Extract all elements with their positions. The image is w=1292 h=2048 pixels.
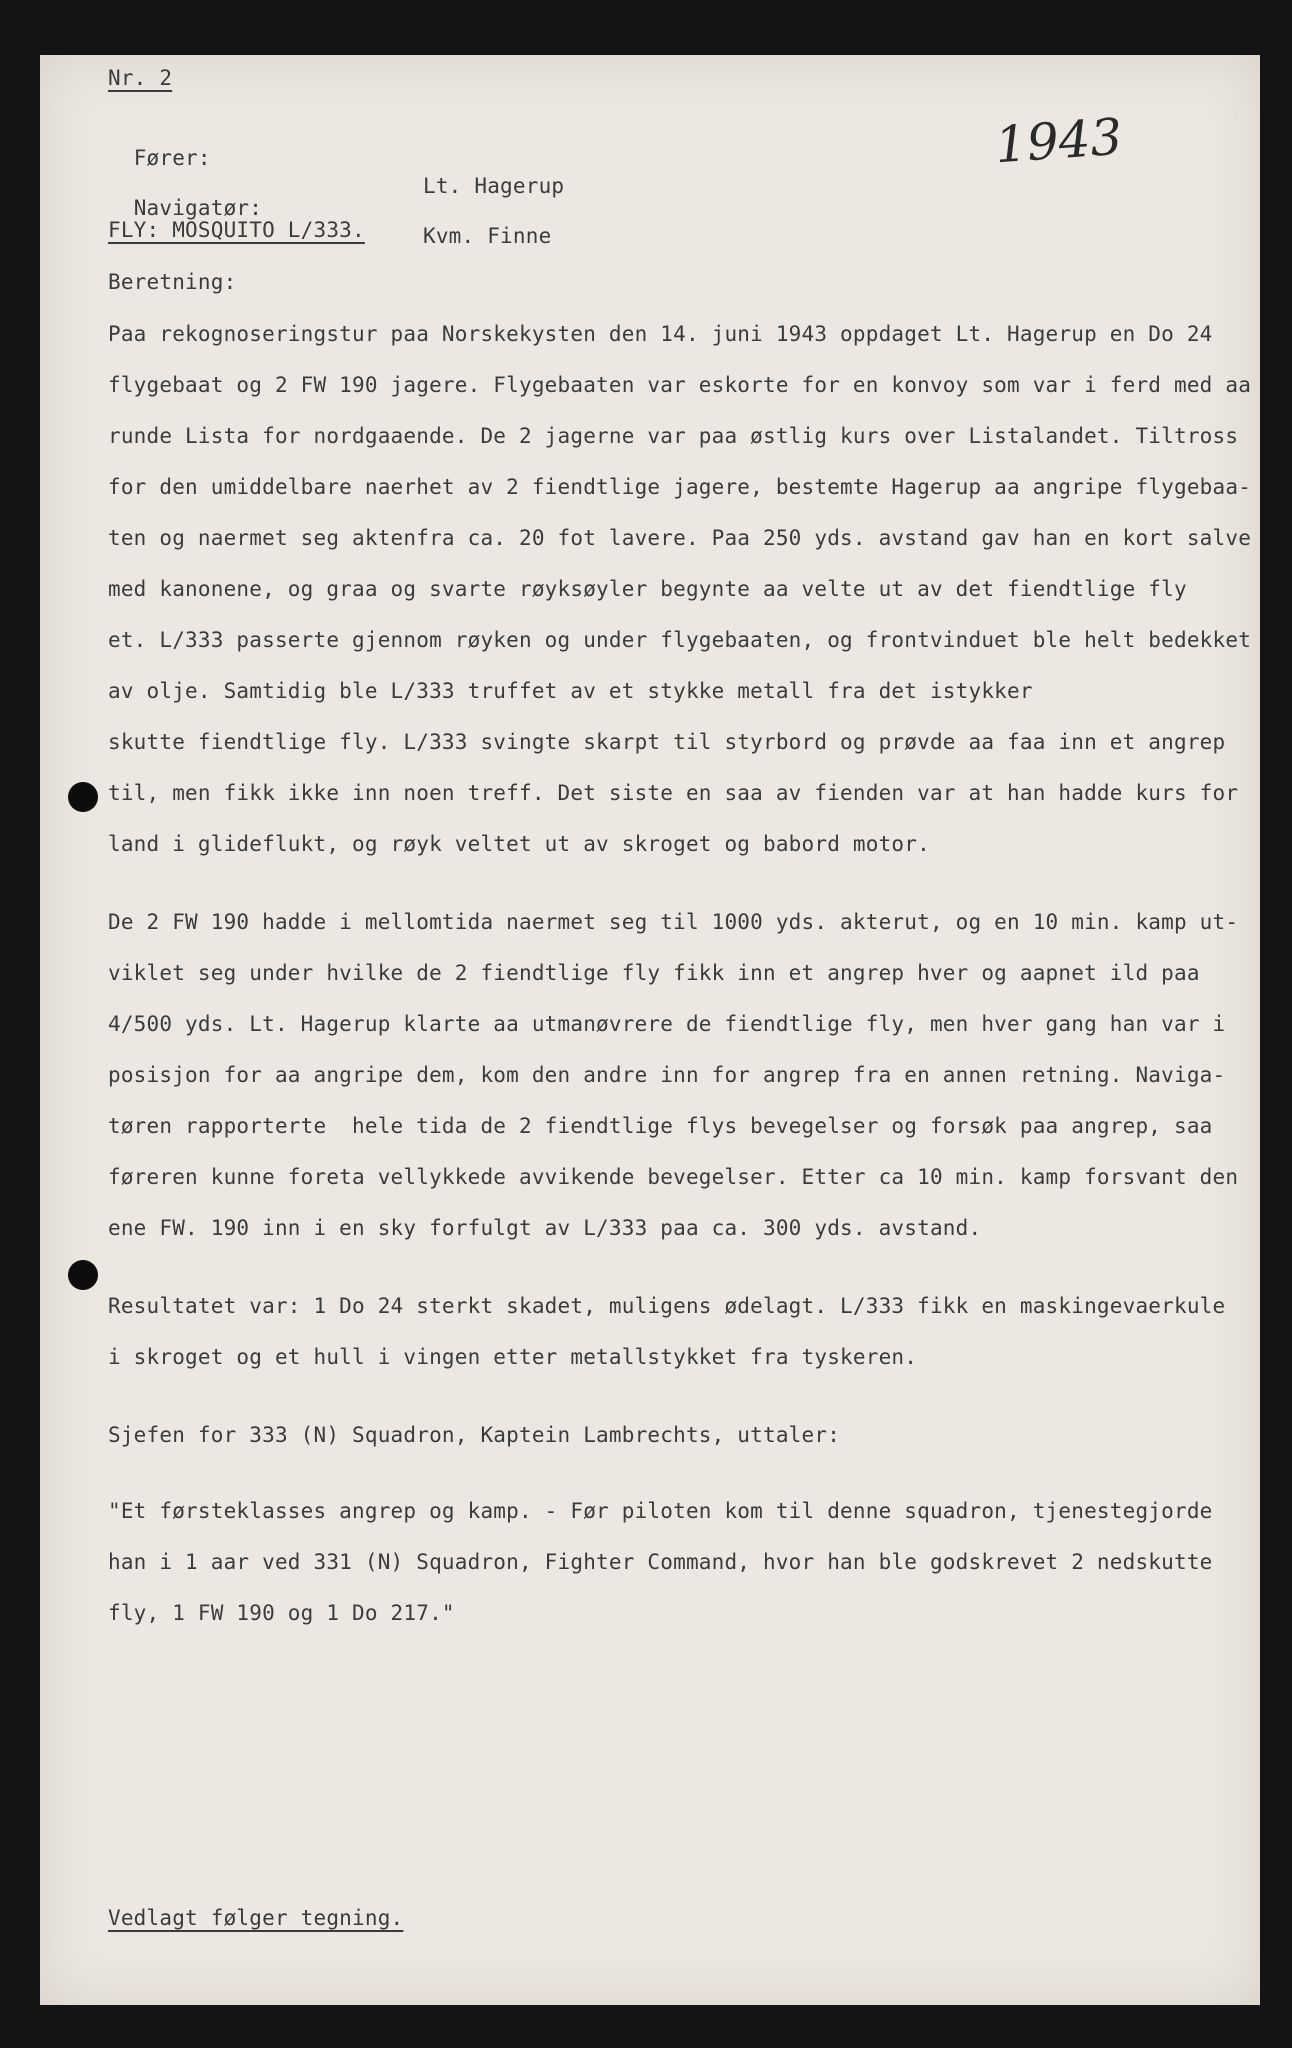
pilot-label: Fører: xyxy=(133,146,211,170)
para2-line: viklet seg under hvilke de 2 fiendtlige fly fikk inn et angrep hver og aapnet ild paa xyxy=(108,961,1200,985)
para1-line: land i glideflukt, og røyk veltet ut av skroget og babord motor. xyxy=(108,832,930,856)
para2-line: tøren rapporterte hele tida de 2 fiendtlige flys bevegelser og forsøk paa angrep, saa xyxy=(108,1114,1213,1138)
handwritten-year: 1943 xyxy=(993,107,1125,175)
para3-line: Resultatet var: 1 Do 24 sterkt skadet, muligens ødelagt. L/333 fikk en maskingevaerkule xyxy=(108,1294,1226,1318)
report-heading: Beretning: xyxy=(108,270,237,294)
para2-line: 4/500 yds. Lt. Hagerup klarte aa utmanøvrere de fiendtlige fly, men hver gang han var i xyxy=(108,1012,1226,1036)
para1-line: med kanonene, og graa og svarte røyksøyler begynte aa velte ut av det fiendtlige fly xyxy=(108,577,1187,601)
para4-line: Sjefen for 333 (N) Squadron, Kaptein Lambrechts, uttaler: xyxy=(108,1423,841,1447)
document-number: Nr. 2 xyxy=(108,66,173,90)
attachment-note: Vedlagt følger tegning. xyxy=(108,1906,404,1930)
para2-line: posisjon for aa angripe dem, kom den andre inn for angrep fra en annen retning. Naviga- xyxy=(108,1063,1226,1087)
navigator-value: Kvm. Finne xyxy=(423,224,552,248)
para1-line: for den umiddelbare naerhet av 2 fiendtlige jagere, bestemte Hagerup aa angripe flygebaa- xyxy=(108,475,1252,499)
punch-hole xyxy=(68,1260,98,1290)
para5-line: "Et førsteklasses angrep og kamp. - Før piloten kom til denne squadron, tjenestegjorde xyxy=(108,1499,1213,1523)
para2-line: De 2 FW 190 hadde i mellomtida naermet seg til 1000 yds. akterut, og en 10 min. kamp ut- xyxy=(108,910,1239,934)
para5-line: han i 1 aar ved 331 (N) Squadron, Fighter Command, hvor han ble godskrevet 2 nedskutte xyxy=(108,1550,1213,1574)
para2-line: føreren kunne foreta vellykkede avvikende bevegelser. Etter ca 10 min. kamp forsvant den xyxy=(108,1165,1239,1189)
para1-line: flygebaat og 2 FW 190 jagere. Flygebaaten var eskorte for en konvoy som var i ferd med aa xyxy=(108,373,1252,397)
navigator-label: Navigatør: xyxy=(133,196,263,220)
para1-line: runde Lista for nordgaaende. De 2 jagerne var paa østlig kurs over Listalandet. Tiltross xyxy=(108,424,1239,448)
para1-line: skutte fiendtlige fly. L/333 svingte skarpt til styrbord og prøvde aa faa inn et angrep xyxy=(108,730,1226,754)
para1-line: et. L/333 passerte gjennom røyken og under flygebaaten, og frontvinduet ble helt bedekket xyxy=(108,628,1252,652)
para3-line: i skroget og et hull i vingen etter metallstykket fra tyskeren. xyxy=(108,1345,918,1369)
torn-edge xyxy=(1274,860,1292,920)
pilot-value: Lt. Hagerup xyxy=(423,174,565,198)
para1-line: Paa rekognoseringstur paa Norskekysten den 14. juni 1943 oppdaget Lt. Hagerup en Do 24 xyxy=(108,322,1213,346)
para1-line: av olje. Samtidig ble L/333 truffet av et stykke metall fra det istykker xyxy=(108,679,1033,703)
punch-hole xyxy=(68,782,98,812)
para2-line: ene FW. 190 inn i en sky forfulgt av L/333 paa ca. 300 yds. avstand. xyxy=(108,1216,982,1240)
para1-line: ten og naermet seg aktenfra ca. 20 fot lavere. Paa 250 yds. avstand gav han en kort salve xyxy=(108,526,1252,550)
para1-line: til, men fikk ikke inn noen treff. Det siste en saa av fienden var at han hadde kurs for xyxy=(108,781,1239,805)
aircraft-line: FLY: MOSQUITO L/333. xyxy=(108,218,365,242)
para5-line: fly, 1 FW 190 og 1 Do 217." xyxy=(108,1601,455,1625)
